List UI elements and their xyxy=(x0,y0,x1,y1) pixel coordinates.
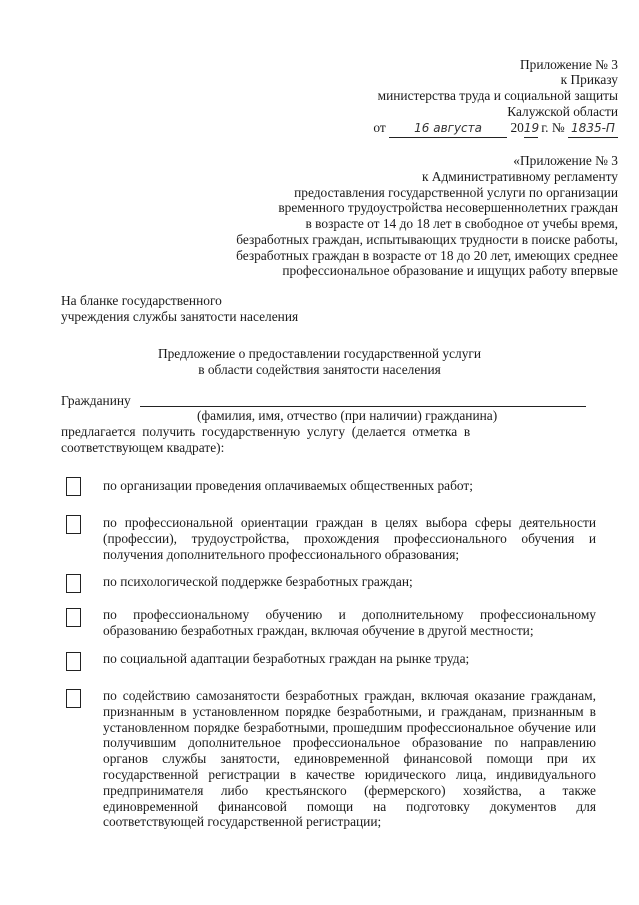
intro-line-2: соответствующем квадрате): xyxy=(61,440,225,455)
citizen-line xyxy=(61,393,591,409)
letterhead-note-1: На бланке государственного xyxy=(61,293,222,308)
year-prefix: 20 xyxy=(510,120,524,135)
option-vocational-training: по профессиональному обучению и дополнительному профессиональному образованию безработных граждан, включая обучение в другой местности; xyxy=(103,607,596,638)
regulation-line-5: в возрасте от 14 до 18 лет в свободное от учебы время, xyxy=(305,216,618,231)
option-checkbox-career-guidance[interactable] xyxy=(66,515,81,534)
order-date-line xyxy=(373,120,618,138)
handwritten-number: 1835-П xyxy=(568,121,618,138)
appendix-2-title: «Приложение № 3 xyxy=(513,153,618,168)
appendix-title: Приложение № 3 xyxy=(519,57,618,72)
option-career-guidance: по профессиональной ориентации граждан в целях выбора сферы деятельности (профессии), трудоустройства, прохождения профессионального обучения и получения дополнительного профессионального образования; xyxy=(103,515,596,562)
document-title: Предложение о предоставлении государственной услуги xyxy=(157,346,482,361)
option-checkbox-self-employment[interactable] xyxy=(66,689,81,708)
option-checkbox-vocational-training[interactable] xyxy=(66,608,81,627)
option-checkbox-psychological-support[interactable] xyxy=(66,574,81,593)
option-checkbox-social-adaptation[interactable] xyxy=(66,652,81,671)
date-prefix: от xyxy=(373,120,386,135)
ministry-name: министерства труда и социальной защиты xyxy=(377,88,618,103)
regulation-line-8: профессиональное образование и ищущих работу впервые xyxy=(282,263,618,278)
letterhead-note-2: учреждения службы занятости населения xyxy=(61,309,299,324)
handwritten-date: 16 августа xyxy=(389,121,507,138)
citizen-name-hint: (фамилия, имя, отчество (при наличии) гражданина) xyxy=(197,408,498,423)
intro-line-1: предлагается получить государственную услугу (делается отметка в xyxy=(61,424,471,439)
option-checkbox-public-works[interactable] xyxy=(66,477,81,496)
order-ref: к Приказу xyxy=(560,72,618,87)
citizen-name-field[interactable] xyxy=(140,406,586,407)
handwritten-year: 19 xyxy=(524,121,538,138)
option-public-works: по организации проведения оплачиваемых общественных работ; xyxy=(103,478,474,493)
regulation-line-4: временного трудоустройства несовершеннолетних граждан xyxy=(278,200,618,215)
region-name: Калужской области xyxy=(507,104,618,119)
regulation-line-6: безработных граждан, испытывающих трудности в поиске работы, xyxy=(236,232,618,247)
document-subtitle: в области содействия занятости населения xyxy=(198,362,441,377)
citizen-label: Гражданину xyxy=(61,393,131,408)
regulation-line-7: безработных граждан в возрасте от 18 до 20 лет, имеющих среднее xyxy=(236,248,618,263)
option-social-adaptation: по социальной адаптации безработных граждан на рынке труда; xyxy=(103,651,470,666)
number-label: г. № xyxy=(541,120,565,135)
regulation-line-3: предоставления государственной услуги по организации xyxy=(294,185,618,200)
option-self-employment: по содействию самозанятости безработных граждан, включая оказание гражданам, признанным в установленном порядке безработными, и гражданам, признанным в установленном порядке безработными, прошедшим профессиональное обучение или получившим дополнительное профессиональное образование по направлению органов службы занятости, единовременной финансовой помощи при их государственной регистрации в качестве юридического лица, индивидуального предпринимателя либо крестьянского (фермерского) хозяйства, а также единовременной финансовой помощи на подготовку документов для соответствующей государственной регистрации; xyxy=(103,688,596,830)
regulation-ref: к Административному регламенту xyxy=(421,169,618,184)
option-psychological-support: по психологической поддержке безработных граждан; xyxy=(103,574,413,589)
